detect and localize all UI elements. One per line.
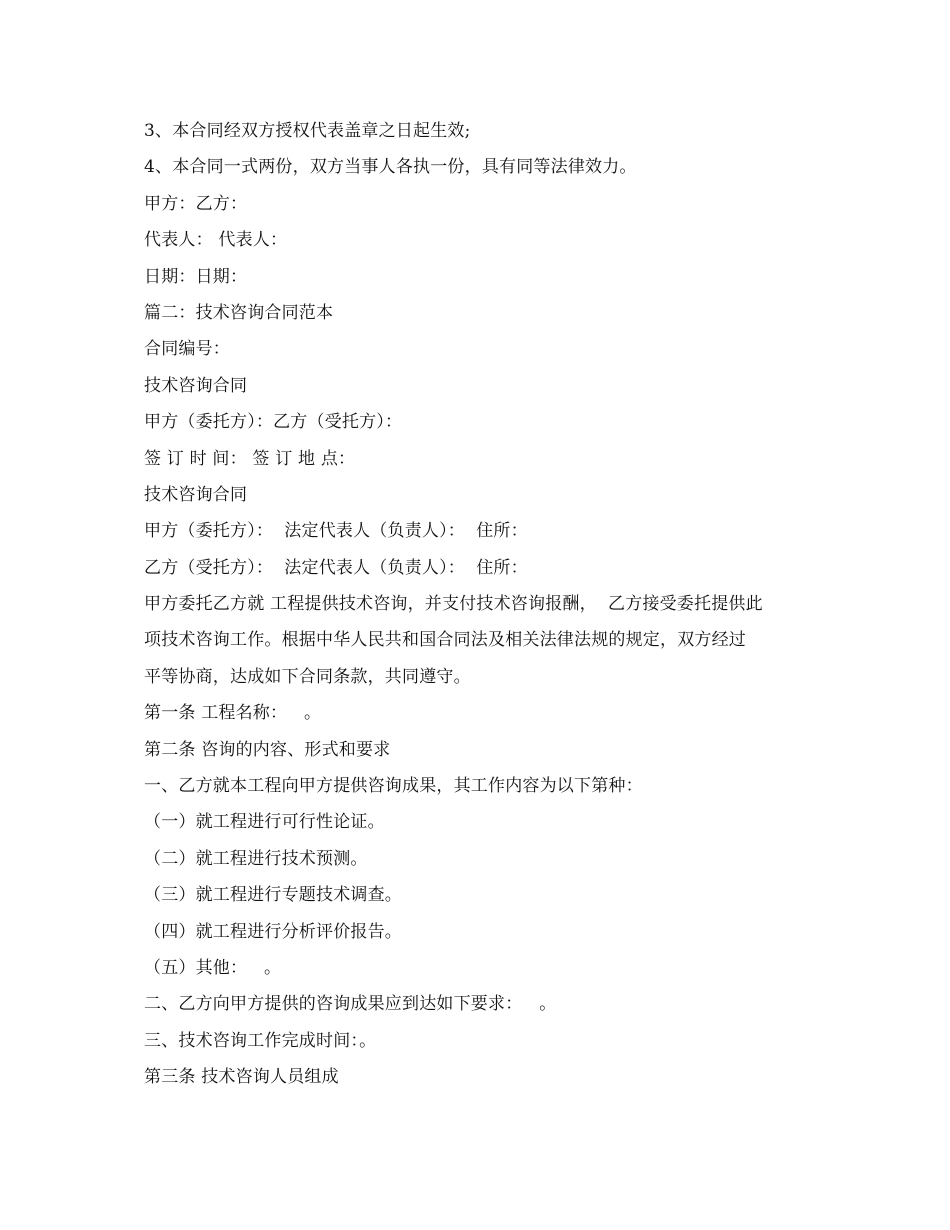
text-line: 一、乙方就本工程向甲方提供咨询成果，其工作内容为以下第种： <box>144 776 643 797</box>
paragraph-line: 甲方委托乙方就 工程提供技术咨询，并支付技术咨询报酬， 乙方接受委托提供此 <box>144 594 763 615</box>
text-line: 签 订 时 间： 签 订 地 点： <box>144 448 356 469</box>
text-line: 4、本合同一式两份，双方当事人各执一份，具有同等法律效力。 <box>144 157 637 178</box>
document-body <box>144 113 824 1096</box>
text-line: 合同编号： <box>144 339 230 360</box>
text-line: 3、本合同经双方授权代表盖章之日起生效; <box>144 121 471 141</box>
article-heading: 第二条 咨询的内容、形式和要求 <box>144 739 391 760</box>
contract-title: 技术咨询合同 <box>144 484 248 505</box>
list-item: （三）就工程进行专题技术调查。 <box>144 885 402 906</box>
text-line: 甲方（委托方）：乙方（受托方）： <box>144 412 403 433</box>
list-item: （二）就工程进行技术预测。 <box>144 848 368 869</box>
section-heading: 篇二：技术咨询合同范本 <box>144 302 334 323</box>
text-line: 二、乙方向甲方提供的咨询成果应到达如下要求： 。 <box>144 994 557 1015</box>
article-heading: 第三条 技术咨询人员组成 <box>144 1067 339 1088</box>
text-line: 三、技术咨询工作完成时间：。 <box>144 1030 377 1051</box>
text-line: 甲方：乙方： <box>144 193 248 214</box>
list-item: （一）就工程进行可行性论证。 <box>144 812 385 833</box>
article-heading: 第一条 工程名称： 。 <box>144 703 322 724</box>
text-line: 代表人： 代表人： <box>144 230 288 251</box>
contract-title: 技术咨询合同 <box>144 375 248 396</box>
paragraph-line: 项技术咨询工作。根据中华人民共和国合同法及相关法律法规的规定，双方经过 <box>144 630 746 651</box>
text-line: 甲方（委托方）： 法定代表人（负责人）： 住所： <box>144 521 528 542</box>
list-item: （四）就工程进行分析评价报告。 <box>144 921 402 942</box>
paragraph-line: 平等协商，达成如下合同条款，共同遵守。 <box>144 666 471 687</box>
text-line: 乙方（受托方）： 法定代表人（负责人）： 住所： <box>144 557 528 578</box>
text-line: 日期：日期： <box>144 266 248 287</box>
list-item: （五）其他： 。 <box>144 957 282 978</box>
